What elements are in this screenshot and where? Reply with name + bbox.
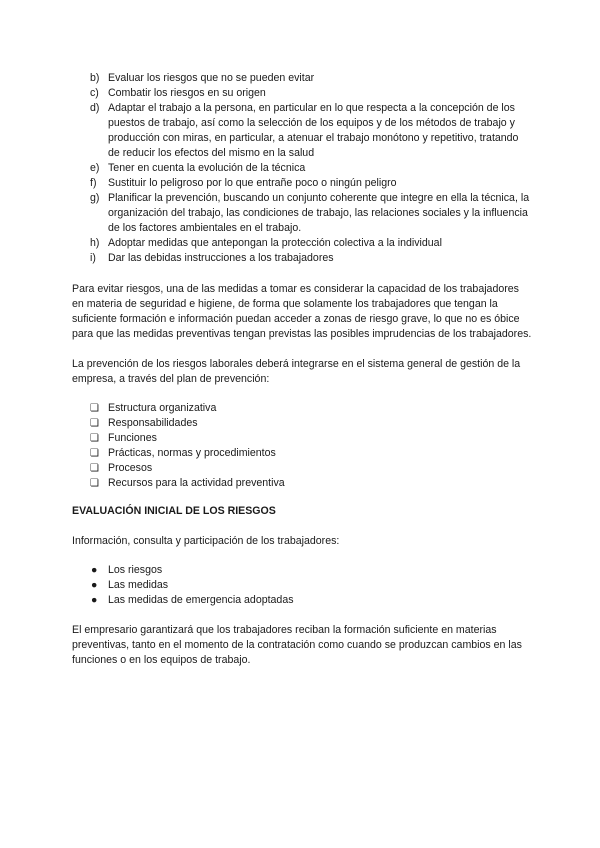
list-item bbox=[72, 431, 532, 446]
list-item-text: Responsabilidades bbox=[108, 417, 198, 429]
list-item bbox=[72, 161, 532, 176]
prevention-principles-list bbox=[72, 71, 532, 266]
list-item-text: Los riesgos bbox=[108, 564, 163, 576]
list-marker: i) bbox=[90, 252, 96, 264]
page-content bbox=[72, 71, 532, 668]
checkbox-bullet-icon: ❏ bbox=[90, 418, 99, 429]
list-item-text: Combatir los riesgos en su origen bbox=[108, 87, 266, 99]
list-item bbox=[72, 461, 532, 476]
list-item bbox=[72, 416, 532, 431]
list-item bbox=[72, 191, 532, 236]
list-item-text: Estructura organizativa bbox=[108, 402, 217, 414]
list-item bbox=[72, 236, 532, 251]
list-item bbox=[72, 86, 532, 101]
list-item-text: Tener en cuenta la evolución de la técnica bbox=[108, 162, 306, 174]
list-item bbox=[72, 593, 532, 608]
section-heading: EVALUACIÓN INICIAL DE LOS RIESGOS bbox=[72, 505, 276, 517]
list-item bbox=[72, 101, 532, 161]
list-marker: d) bbox=[90, 102, 100, 114]
information-list bbox=[72, 563, 532, 608]
bullet-dot-icon: ● bbox=[91, 564, 98, 576]
checkbox-bullet-icon: ❏ bbox=[90, 403, 99, 414]
prevention-plan-list bbox=[72, 401, 532, 491]
list-item bbox=[72, 578, 532, 593]
list-item-text: Prácticas, normas y procedimientos bbox=[108, 447, 276, 459]
paragraph-avoid-risks: Para evitar riesgos, una de las medidas a tomar es considerar la capacidad de los trabajadores en materia de seguridad e higiene, de forma que solamente los trabajadores que tengan la suficiente formación e información puedan acceder a zonas de riesgo grave, lo que no es óbice para que las medidas preventivas tengan previstas las posibles imprudencias de los trabajadores. bbox=[72, 283, 532, 340]
list-item bbox=[72, 401, 532, 416]
list-item-text: Adaptar el trabajo a la persona, en particular en lo que respecta a la concepción de los puestos de trabajo, así como la selección de los equipos y de los métodos de trabajo y producción con miras, en particular, a atenuar el trabajo monótono y repetitivo, tratando de reducir los efectos del mismo en la salud bbox=[108, 102, 519, 159]
paragraph-worker-participation: Información, consulta y participación de los trabajadores: bbox=[72, 535, 340, 547]
list-item-text: Evaluar los riesgos que no se pueden evitar bbox=[108, 72, 315, 84]
list-item-text: Procesos bbox=[108, 462, 153, 474]
list-marker: c) bbox=[90, 87, 99, 99]
checkbox-bullet-icon: ❏ bbox=[90, 448, 99, 459]
checkbox-bullet-icon: ❏ bbox=[90, 463, 99, 474]
list-item-text: Dar las debidas instrucciones a los trabajadores bbox=[108, 252, 334, 264]
list-item-text: Recursos para la actividad preventiva bbox=[108, 477, 285, 489]
bullet-dot-icon: ● bbox=[91, 594, 98, 606]
list-item-text: Funciones bbox=[108, 432, 157, 444]
list-item-text: Las medidas de emergencia adoptadas bbox=[108, 594, 294, 606]
list-item-text: Las medidas bbox=[108, 579, 169, 591]
list-marker: b) bbox=[90, 72, 100, 84]
list-marker: f) bbox=[90, 177, 97, 189]
list-item bbox=[72, 251, 532, 266]
bullet-dot-icon: ● bbox=[91, 579, 98, 591]
checkbox-bullet-icon: ❏ bbox=[90, 478, 99, 489]
list-item-text: Planificar la prevención, buscando un conjunto coherente que integre en ella la técnica, la organización del trabajo, las condiciones de trabajo, las relaciones sociales y la influencia de los factores ambientales en el trabajo. bbox=[108, 192, 530, 234]
list-marker: g) bbox=[90, 192, 100, 204]
list-item bbox=[72, 563, 532, 578]
list-marker: e) bbox=[90, 162, 100, 174]
list-item-text: Sustituir lo peligroso por lo que entrañe poco o ningún peligro bbox=[108, 177, 397, 189]
list-item bbox=[72, 176, 532, 191]
list-item-text: Adoptar medidas que antepongan la protección colectiva a la individual bbox=[108, 237, 442, 249]
list-item bbox=[72, 71, 532, 86]
list-item bbox=[72, 476, 532, 491]
paragraph-prevention-integration: La prevención de los riesgos laborales deberá integrarse en el sistema general de gestión de la empresa, a través del plan de prevención: bbox=[72, 358, 521, 385]
paragraph-employer-training: El empresario garantizará que los trabajadores reciban la formación suficiente en materias preventivas, tanto en el momento de la contratación como cuando se produzcan cambios en las funciones o en los equipos de trabajo. bbox=[72, 624, 522, 666]
list-marker: h) bbox=[90, 237, 100, 249]
list-item bbox=[72, 446, 532, 461]
checkbox-bullet-icon: ❏ bbox=[90, 433, 99, 444]
